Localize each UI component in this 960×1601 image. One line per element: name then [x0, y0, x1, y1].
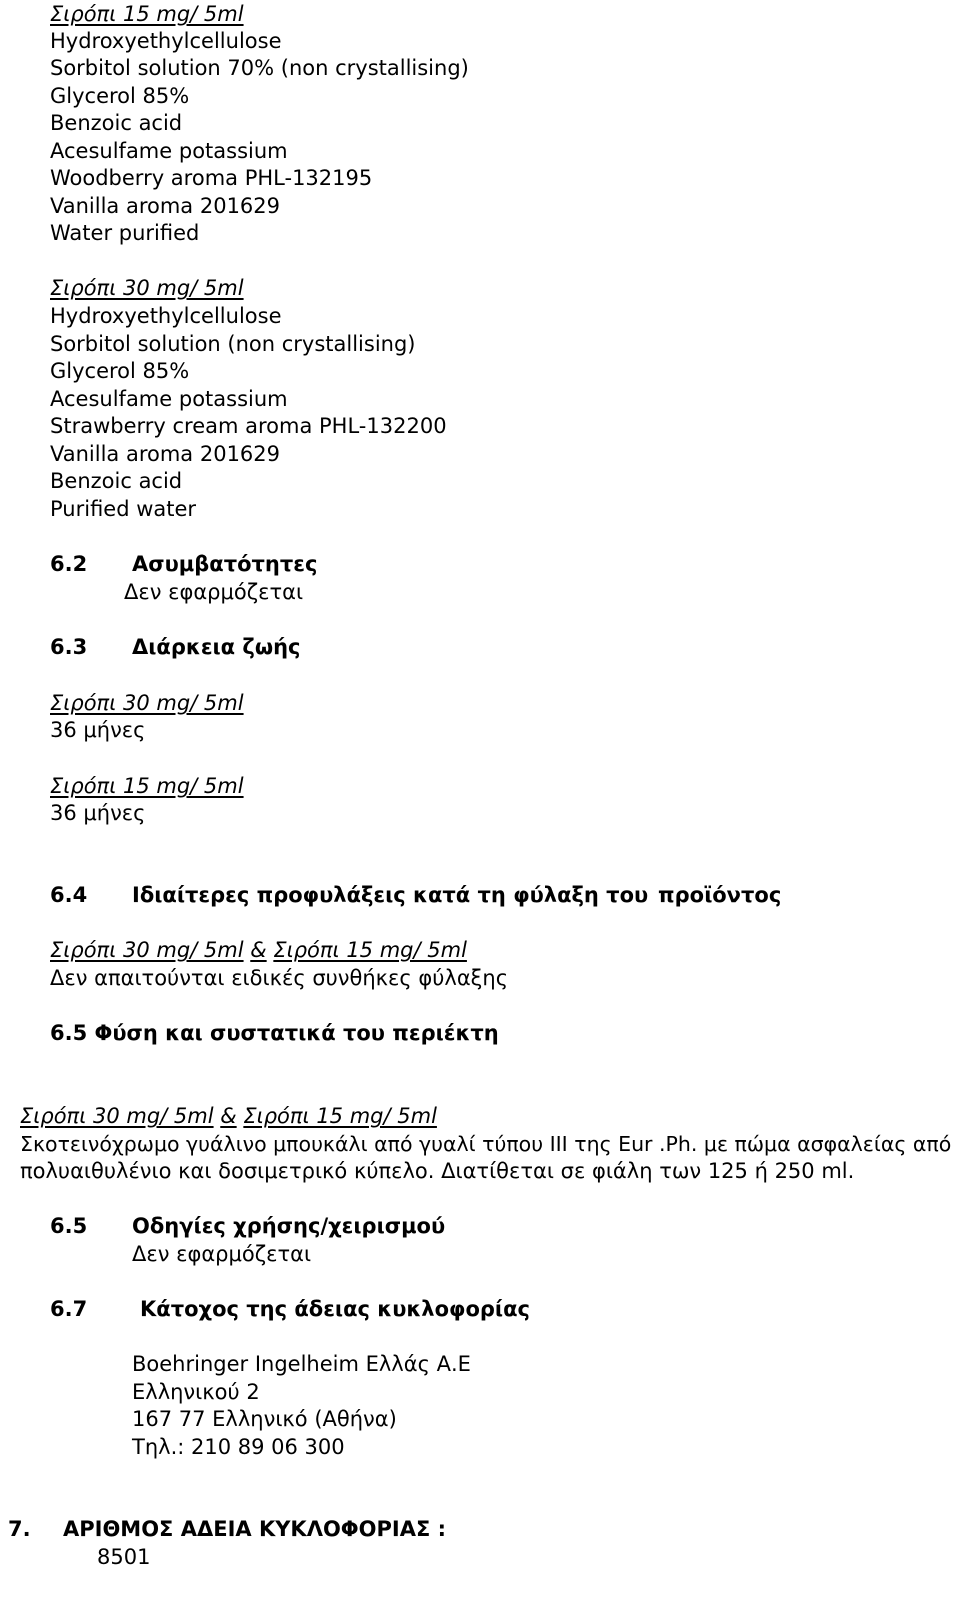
syrup-30-heading: Σιρόπι 30 mg/ 5ml: [50, 276, 244, 300]
holder-phone: Τηλ.: 210 89 06 300: [132, 1435, 345, 1459]
section-number: 7.: [8, 1517, 31, 1541]
shelf-life-value: 36 μήνες: [50, 718, 146, 742]
section-title: Ασυμβατότητες: [132, 552, 318, 576]
holder-address-line: 167 77 Ελληνικό (Αθήνα): [132, 1407, 397, 1431]
ingredient-item: Purified water: [50, 497, 197, 521]
section-number: 6.4: [50, 883, 88, 907]
section-number: 6.3: [50, 635, 88, 659]
ingredient-item: Water purified: [50, 221, 200, 245]
product-link: Σιρόπι 30 mg/ 5ml: [50, 938, 244, 962]
shelf-life-product: Σιρόπι 15 mg/ 5ml: [50, 774, 244, 798]
section-body: Δεν απαιτούνται ειδικές συνθήκες φύλαξης: [50, 966, 509, 990]
section-title: Διάρκεια ζωής: [132, 635, 301, 659]
ampersand: &: [220, 1104, 237, 1128]
holder-address-line: Boehringer Ingelheim Ελλάς Α.Ε: [132, 1352, 471, 1376]
ingredient-item: Acesulfame potassium: [50, 387, 288, 411]
ingredient-item: Strawberry cream aroma PHL-132200: [50, 414, 447, 438]
product-link: Σιρόπι 30 mg/ 5ml: [20, 1104, 214, 1128]
product-link: Σιρόπι 15 mg/ 5ml: [243, 1104, 437, 1128]
ingredient-item: Woodberry aroma PHL-132195: [50, 166, 373, 190]
ingredient-item: Vanilla aroma 201629: [50, 194, 281, 218]
section-title-tail: προϊόντος: [658, 883, 782, 907]
section-number: 6.5: [50, 1214, 88, 1238]
section-title: Ιδιαίτερες προφυλάξεις κατά τη φύλαξη του: [132, 883, 649, 907]
license-number: 8501: [97, 1545, 151, 1569]
section-number: 6.2: [50, 552, 88, 576]
ingredient-item: Vanilla aroma 201629: [50, 442, 281, 466]
ingredient-item: Benzoic acid: [50, 111, 183, 135]
container-products: [20, 1102, 437, 1130]
section-body: Δεν εφαρμόζεται: [132, 1242, 312, 1266]
section-title: Κάτοχος της άδειας κυκλοφορίας: [140, 1297, 530, 1321]
section-body: Δεν εφαρμόζεται: [124, 580, 304, 604]
ingredient-item: Sorbitol solution (non crystallising): [50, 332, 416, 356]
ingredient-item: Sorbitol solution 70% (non crystallising): [50, 56, 469, 80]
syrup-15-heading: Σιρόπι 15 mg/ 5ml: [50, 2, 244, 26]
ampersand: &: [250, 938, 267, 962]
product-link: Σιρόπι 15 mg/ 5ml: [273, 938, 467, 962]
section-title: Οδηγίες χρήσης/χειρισμού: [132, 1214, 446, 1238]
ingredient-item: Acesulfame potassium: [50, 139, 288, 163]
container-description-line: Σκοτεινόχρωμο γυάλινο μπουκάλι από γυαλί τύπου III της Eur .Ph. με πώμα ασφαλείας από: [20, 1132, 952, 1156]
ingredient-item: Hydroxyethylcellulose: [50, 29, 282, 53]
section-title: 6.5 Φύση και συστατικά του περιέκτη: [50, 1021, 499, 1045]
shelf-life-value: 36 μήνες: [50, 801, 146, 825]
ingredient-item: Glycerol 85%: [50, 359, 190, 383]
storage-products: [50, 936, 467, 964]
section-number: 6.7: [50, 1297, 88, 1321]
shelf-life-product: Σιρόπι 30 mg/ 5ml: [50, 691, 244, 715]
ingredient-item: Hydroxyethylcellulose: [50, 304, 282, 328]
ingredient-item: Benzoic acid: [50, 469, 183, 493]
section-title: ΑΡΙΘΜΟΣ ΑΔΕΙΑ ΚΥΚΛΟΦΟΡΙΑΣ :: [63, 1517, 447, 1541]
container-description-line: πολυαιθυλένιο και δοσιμετρικό κύπελο. Διατίθεται σε φιάλη των 125 ή 250 ml.: [20, 1159, 855, 1183]
holder-address-line: Ελληνικού 2: [132, 1380, 260, 1404]
ingredient-item: Glycerol 85%: [50, 84, 190, 108]
